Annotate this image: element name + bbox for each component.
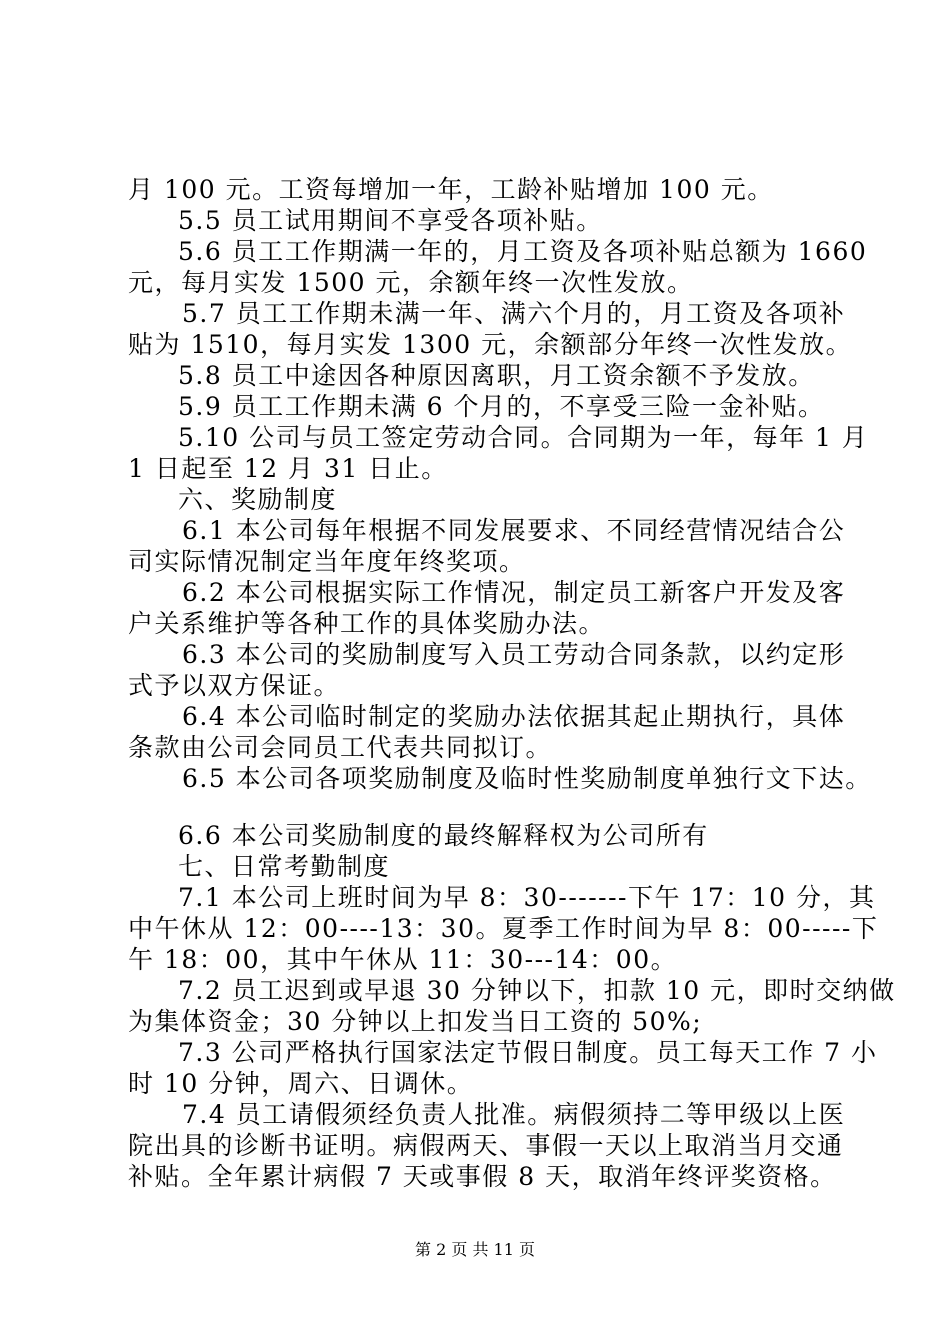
- section-heading-rewards: 六、奖励制度: [178, 485, 338, 514]
- clause-6-4: 6.4 本公司临时制定的奖励办法依据其起止期执行，具体: [182, 702, 846, 731]
- text-line: 月 100 元。工资每增加一年，工龄补贴增加 100 元。: [128, 175, 774, 204]
- clause-7-3: 7.3 公司严格执行国家法定节假日制度。员工每天工作 7 小: [178, 1038, 878, 1067]
- text-line: 中午休从 12：00----13：30。夏季工作时间为早 8：00-----下: [128, 914, 879, 943]
- text-line: 1 日起至 12 月 31 日止。: [128, 454, 448, 483]
- clause-5-10: 5.10 公司与员工签定劳动合同。合同期为一年，每年 1 月: [178, 423, 869, 452]
- text-line: 时 10 分钟，周六、日调休。: [128, 1069, 474, 1098]
- clause-6-2: 6.2 本公司根据实际工作情况，制定员工新客户开发及客: [182, 578, 846, 607]
- text-line: 条款由公司会同员工代表共同拟订。: [128, 733, 553, 762]
- text-line: 式予以双方保证。: [128, 671, 341, 700]
- section-heading-attendance: 七、日常考勤制度: [178, 852, 391, 881]
- text-line: 为集体资金；30 分钟以上扣发当日工资的 50%;: [128, 1007, 703, 1036]
- text-line: 午 18：00，其中午休从 11：30---14：00。: [128, 945, 678, 974]
- clause-6-1: 6.1 本公司每年根据不同发展要求、不同经营情况结合公: [182, 516, 846, 545]
- text-line: 补贴。全年累计病假 7 天或事假 8 天，取消年终评奖资格。: [128, 1162, 837, 1191]
- clause-5-7: 5.7 员工工作期未满一年、满六个月的，月工资及各项补: [182, 299, 846, 328]
- text-line: 院出具的诊断书证明。病假两天、事假一天以上取消当月交通: [128, 1131, 844, 1160]
- clause-6-5: 6.5 本公司各项奖励制度及临时性奖励制度单独行文下达。: [182, 764, 872, 793]
- clause-7-2: 7.2 员工迟到或早退 30 分钟以下，扣款 10 元，即时交纳做: [178, 976, 896, 1005]
- paragraph-gap: [128, 794, 848, 820]
- clause-5-9: 5.9 员工工作期未满 6 个月的，不享受三险一金补贴。: [178, 392, 825, 421]
- clause-7-1: 7.1 本公司上班时间为早 8：30-------下午 17：10 分，其: [178, 883, 876, 912]
- page-number-label: 第 2 页 共 11 页: [415, 1240, 535, 1259]
- clause-5-6: 5.6 员工工作期满一年的，月工资及各项补贴总额为 1660: [178, 237, 868, 266]
- document-body: [128, 174, 896, 1192]
- text-line: 司实际情况制定当年度年终奖项。: [128, 547, 526, 576]
- text-line: 元，每月实发 1500 元，余额年终一次性发放。: [128, 268, 694, 297]
- clause-7-4: 7.4 员工请假须经负责人批准。病假须持二等甲级以上医: [182, 1100, 846, 1129]
- clause-5-8: 5.8 员工中途因各种原因离职，月工资余额不予发放。: [178, 361, 815, 390]
- clause-5-5: 5.5 员工试用期间不享受各项补贴。: [178, 206, 603, 235]
- page-footer: [0, 1240, 950, 1260]
- clause-6-6: 6.6 本公司奖励制度的最终解释权为公司所有: [178, 821, 709, 850]
- text-line: 贴为 1510，每月实发 1300 元，余额部分年终一次性发放。: [128, 330, 853, 359]
- text-line: 户关系维护等各种工作的具体奖励办法。: [128, 609, 606, 638]
- clause-6-3: 6.3 本公司的奖励制度写入员工劳动合同条款，以约定形: [182, 640, 846, 669]
